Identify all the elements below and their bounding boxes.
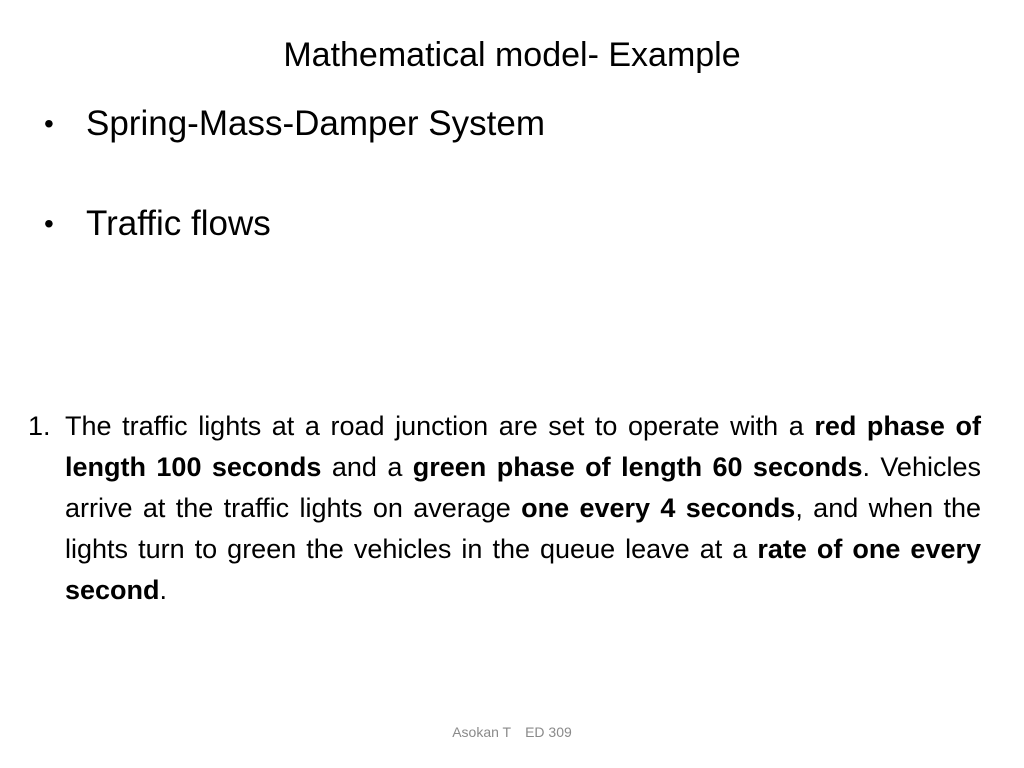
problem-text-bold: red phase of length 100 seconds: [65, 411, 981, 482]
problem-text-segment: and a: [321, 452, 413, 482]
problem-statement: [28, 406, 981, 611]
problem-text-bold: one every 4 seconds: [521, 493, 796, 523]
problem-number: 1.: [28, 411, 51, 441]
bullet-list: [44, 100, 944, 248]
problem-text-segment: .: [159, 575, 168, 605]
bullet-text: Spring-Mass-Damper System: [86, 104, 545, 143]
problem-text-bold: rate of one every second: [65, 534, 981, 605]
footer-course: ED 309: [525, 724, 572, 740]
problem-text-segment: , and when the lights turn to green the vehicles in the queue leave at a: [65, 493, 981, 564]
slide-title: Mathematical model- Example: [283, 36, 741, 74]
slide-footer: [0, 724, 1024, 740]
bullet-item: [44, 200, 944, 248]
problem-text-segment: The traffic lights at a road junction are set to operate with a: [65, 411, 815, 441]
bullet-marker: •: [44, 208, 54, 239]
problem-text-segment: . Vehicles arrive at the traffic lights on average: [65, 452, 981, 523]
bullet-marker: •: [44, 108, 54, 139]
footer-author: Asokan T: [452, 724, 512, 740]
bullet-item: [44, 100, 944, 148]
bullet-text: Traffic flows: [86, 204, 271, 243]
problem-text-bold: green phase of length 60 seconds: [412, 452, 863, 482]
problem-text: [65, 406, 981, 611]
